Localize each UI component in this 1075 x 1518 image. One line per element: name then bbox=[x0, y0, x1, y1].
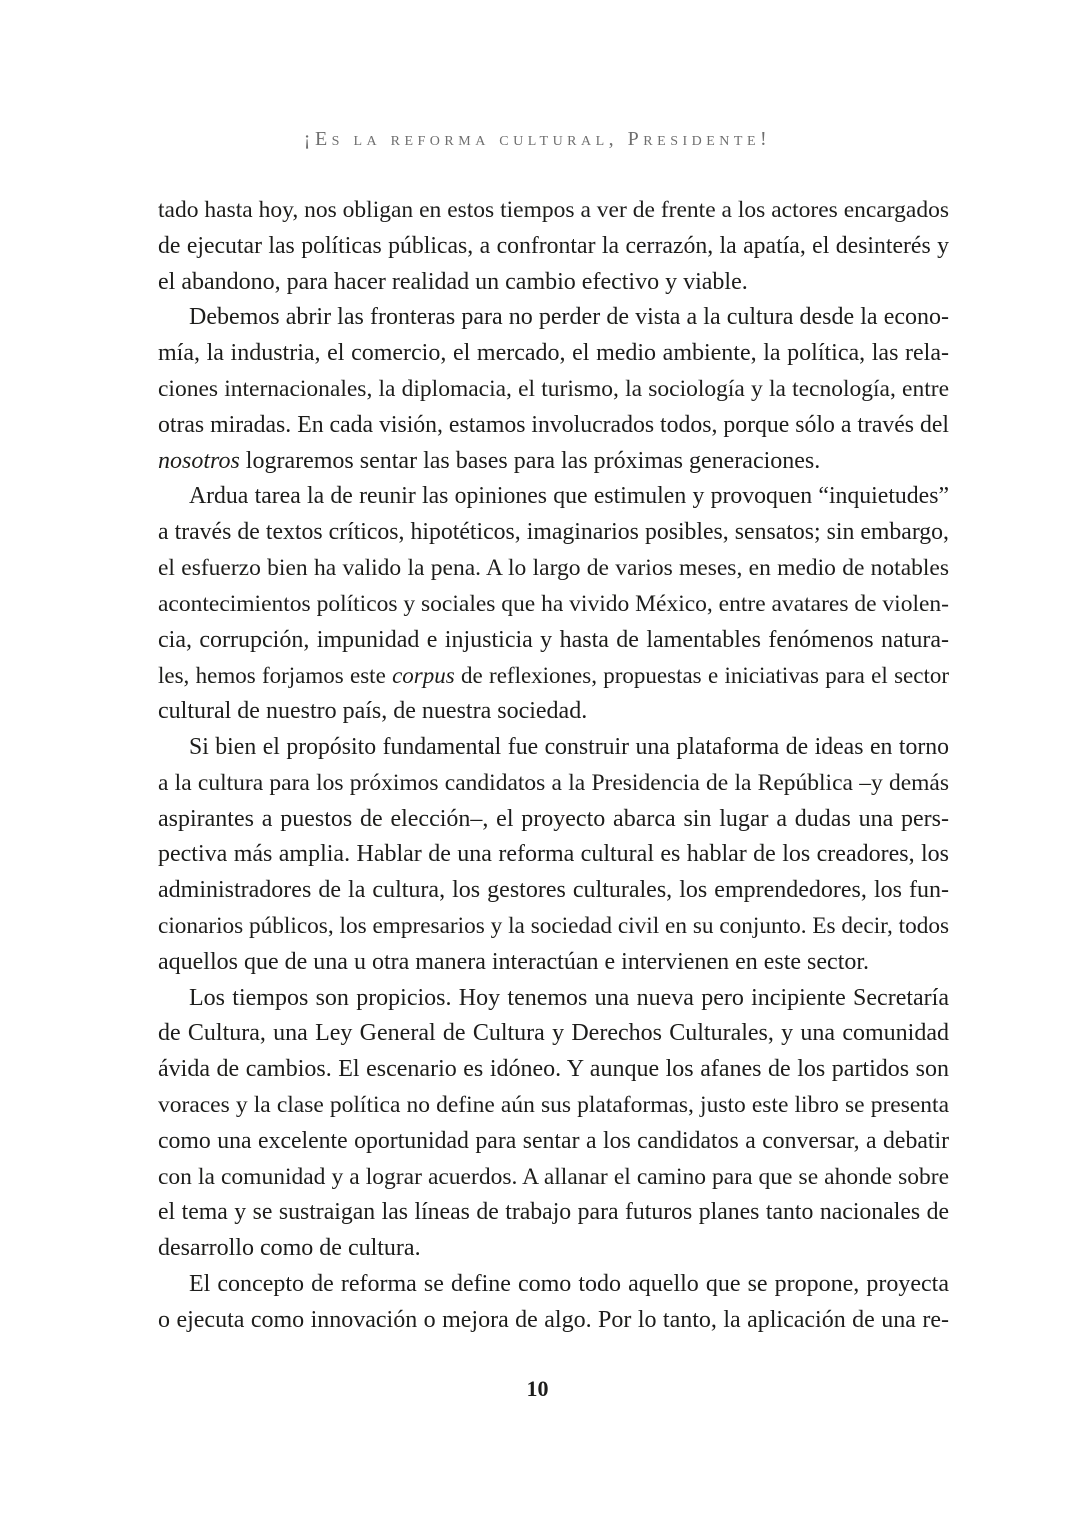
text-line: administradores de la cultura, los gestores culturales, los emprendedores, los fun- bbox=[158, 877, 949, 904]
running-head: ¡Es la reforma cultural, Presidente! bbox=[303, 128, 772, 150]
text-line: a la cultura para los próximos candidatos a la Presidencia de la República –y demás bbox=[158, 769, 949, 796]
text-line: voraces y la clase política no define aún sus plataformas, justo este libro se presenta bbox=[158, 1091, 949, 1118]
text-line: otras miradas. En cada visión, estamos involucrados todos, porque sólo a través del bbox=[158, 411, 949, 438]
text-line: el abandono, para hacer realidad un cambio efectivo y viable. bbox=[158, 268, 748, 295]
text-line: de ejecutar las políticas públicas, a confrontar la cerrazón, la apatía, el desinterés y bbox=[158, 232, 949, 259]
text-line: aquellos que de una u otra manera interactúan e intervienen en este sector. bbox=[158, 948, 870, 975]
text-line: Debemos abrir las fronteras para no perder de vista a la cultura desde la econo- bbox=[189, 304, 949, 331]
paragraph-2 bbox=[158, 300, 949, 479]
text-line: cionarios públicos, los empresarios y la sociedad civil en su conjunto. Es decir, todos bbox=[158, 912, 949, 939]
text-line bbox=[158, 658, 949, 694]
text-line: aspirantes a puestos de elección–, el proyecto abarca sin lugar a dudas una pers- bbox=[158, 805, 949, 832]
body-text bbox=[158, 193, 949, 1339]
paragraph-1 bbox=[158, 193, 949, 300]
text-line: Los tiempos son propicios. Hoy tenemos una nueva pero incipiente Secretaría bbox=[189, 984, 949, 1011]
text-line: como una excelente oportunidad para sentar a los candidatos a conversar, a debatir bbox=[158, 1127, 949, 1154]
text-line: ávida de cambios. El escenario es idóneo. Y aunque los afanes de los partidos son bbox=[158, 1056, 949, 1083]
text-run: lograremos sentar las bases para las próximas generaciones. bbox=[239, 447, 821, 474]
text-line: mía, la industria, el comercio, el mercado, el medio ambiente, la política, las rela- bbox=[158, 340, 949, 367]
text-line: de Cultura, una Ley General de Cultura y Derechos Culturales, y una comunidad bbox=[158, 1020, 949, 1047]
text-line: cultural de nuestro país, de nuestra sociedad. bbox=[158, 698, 588, 725]
paragraph-4 bbox=[158, 730, 949, 981]
text-line: a través de textos críticos, hipotéticos, imaginarios posibles, sensatos; sin embargo, bbox=[158, 519, 949, 546]
text-line: cia, corrupción, impunidad e injusticia y hasta de lamentables fenómenos natura- bbox=[158, 626, 949, 653]
text-line: el esfuerzo bien ha valido la pena. A lo largo de varios meses, en medio de notables bbox=[158, 554, 949, 581]
italic-term: nosotros bbox=[158, 447, 240, 474]
text-line bbox=[158, 444, 949, 480]
paragraph-6 bbox=[158, 1267, 949, 1339]
text-line: con la comunidad y a lograr acuerdos. A allanar el camino para que se ahonde sobre bbox=[158, 1163, 949, 1190]
italic-term: corpus bbox=[392, 663, 455, 689]
text-run: de reflexiones, propuestas e iniciativas para el sector bbox=[454, 663, 949, 689]
text-line: el tema y se sustraigan las líneas de trabajo para futuros planes tanto nacionales de bbox=[158, 1199, 949, 1226]
paragraph-5 bbox=[158, 981, 949, 1267]
text-run: les, hemos forjamos este bbox=[158, 663, 393, 689]
text-line: ciones internacionales, la diplomacia, el turismo, la sociología y la tecnología, entre bbox=[158, 375, 949, 402]
text-line: pectiva más amplia. Hablar de una reforma cultural es hablar de los creadores, los bbox=[158, 841, 949, 868]
text-line: El concepto de reforma se define como todo aquello que se propone, proyecta bbox=[189, 1270, 949, 1297]
text-line: tado hasta hoy, nos obligan en estos tiempos a ver de frente a los actores encargados bbox=[158, 197, 949, 223]
text-line: acontecimientos políticos y sociales que ha vivido México, entre avatares de violen- bbox=[158, 590, 949, 617]
paragraph-3 bbox=[158, 479, 949, 730]
text-line: Si bien el propósito fundamental fue construir una plataforma de ideas en torno bbox=[189, 733, 949, 760]
page-number: 10 bbox=[526, 1376, 549, 1401]
text-line: o ejecuta como innovación o mejora de algo. Por lo tanto, la aplicación de una re- bbox=[158, 1306, 949, 1333]
text-line: Ardua tarea la de reunir las opiniones que estimulen y provoquen “inquietudes” bbox=[189, 483, 949, 510]
text-line: desarrollo como de cultura. bbox=[158, 1235, 421, 1262]
